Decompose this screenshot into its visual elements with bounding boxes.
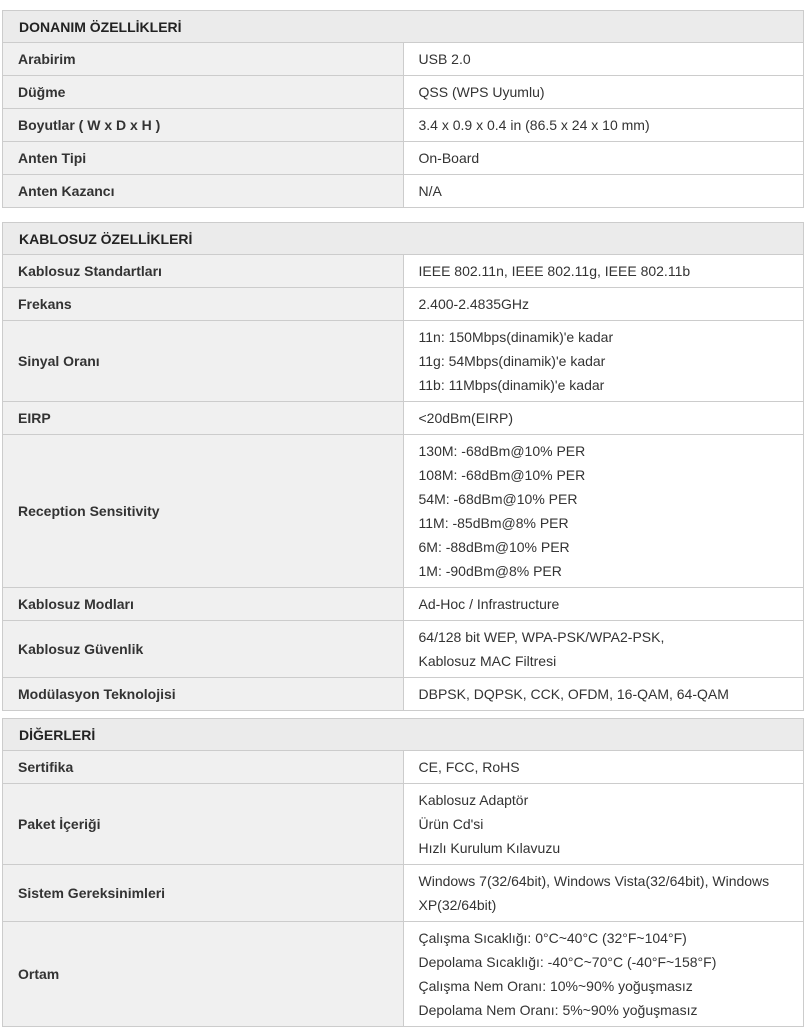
spec-label: Kablosuz Modları <box>3 588 404 621</box>
spec-label: Ortam <box>3 922 404 1027</box>
spec-value-line: 130M: -68dBm@10% PER <box>418 443 586 459</box>
spec-label: Boyutlar ( W x D x H ) <box>3 109 404 142</box>
spec-row <box>3 175 804 208</box>
spec-value-line: 6M: -88dBm@10% PER <box>418 539 570 555</box>
spec-value-line: Ürün Cd'si <box>418 816 484 832</box>
spec-value <box>403 321 804 402</box>
spec-value-line: Ad-Hoc / Infrastructure <box>418 596 560 612</box>
spec-row <box>3 288 804 321</box>
spec-row <box>3 751 804 784</box>
spec-value-line: Kablosuz Adaptör <box>418 792 529 808</box>
spec-value-line: 54M: -68dBm@10% PER <box>418 491 578 507</box>
spec-label: Arabirim <box>3 43 404 76</box>
spec-value-line: On-Board <box>418 150 480 166</box>
spec-row <box>3 402 804 435</box>
spec-row <box>3 142 804 175</box>
spec-value <box>403 784 804 865</box>
other-specs-table <box>2 718 804 1027</box>
spec-label: Kablosuz Standartları <box>3 255 404 288</box>
spec-value <box>403 402 804 435</box>
spec-value-line: 2.400-2.4835GHz <box>418 296 530 312</box>
spec-row <box>3 43 804 76</box>
spec-value-line: Hızlı Kurulum Kılavuzu <box>418 840 561 856</box>
spec-value-line: 1M: -90dBm@8% PER <box>418 563 562 579</box>
spec-row <box>3 255 804 288</box>
spec-value-line: Depolama Nem Oranı: 5%~90% yoğuşmasız <box>418 1002 698 1018</box>
spec-row <box>3 865 804 922</box>
spec-value-line: 64/128 bit WEP, WPA-PSK/WPA2-PSK, <box>418 629 665 645</box>
spec-row <box>3 76 804 109</box>
spec-row <box>3 678 804 711</box>
spec-label: Modülasyon Teknolojisi <box>3 678 404 711</box>
spec-row <box>3 621 804 678</box>
spec-label: Paket İçeriği <box>3 784 404 865</box>
spec-value <box>403 255 804 288</box>
spec-label: Sinyal Oranı <box>3 321 404 402</box>
wireless-specs-table <box>2 222 804 711</box>
spec-value-line: CE, FCC, RoHS <box>418 759 520 775</box>
spec-value <box>403 621 804 678</box>
spec-row <box>3 109 804 142</box>
spec-label: Frekans <box>3 288 404 321</box>
spec-label: Anten Kazancı <box>3 175 404 208</box>
spec-value-line: 11n: 150Mbps(dinamik)'e kadar <box>418 329 614 345</box>
spec-value <box>403 678 804 711</box>
spec-value <box>403 142 804 175</box>
spec-value-line: 3.4 x 0.9 x 0.4 in (86.5 x 24 x 10 mm) <box>418 117 650 133</box>
section-title: KABLOSUZ ÖZELLİKLERİ <box>3 223 804 255</box>
section-title: DONANIM ÖZELLİKLERİ <box>3 11 804 43</box>
spec-value <box>403 76 804 109</box>
spec-row <box>3 588 804 621</box>
spec-value <box>403 588 804 621</box>
spec-value <box>403 865 804 922</box>
spec-value-line: IEEE 802.11n, IEEE 802.11g, IEEE 802.11b <box>418 263 691 279</box>
spec-value <box>403 288 804 321</box>
spec-value-line: QSS (WPS Uyumlu) <box>418 84 545 100</box>
spec-value-line: 11g: 54Mbps(dinamik)'e kadar <box>418 353 606 369</box>
hardware-specs-table <box>2 10 804 208</box>
spec-value <box>403 43 804 76</box>
spec-value-line: <20dBm(EIRP) <box>418 410 514 426</box>
spec-label: Düğme <box>3 76 404 109</box>
spec-value-line: DBPSK, DQPSK, CCK, OFDM, 16-QAM, 64-QAM <box>418 686 729 702</box>
section-title: DİĞERLERİ <box>3 719 804 751</box>
spec-value-line: Windows 7(32/64bit), Windows Vista(32/64bit), Windows XP(32/64bit) <box>418 873 770 913</box>
spec-value-line: 11M: -85dBm@8% PER <box>418 515 569 531</box>
spec-value <box>403 751 804 784</box>
spec-label: Anten Tipi <box>3 142 404 175</box>
spec-row <box>3 922 804 1027</box>
spec-value-line: 11b: 11Mbps(dinamik)'e kadar <box>418 377 605 393</box>
spec-value-line: USB 2.0 <box>418 51 471 67</box>
spec-value <box>403 435 804 588</box>
spec-value-line: Çalışma Nem Oranı: 10%~90% yoğuşmasız <box>418 978 693 994</box>
spec-row <box>3 321 804 402</box>
spec-value-line: N/A <box>418 183 442 199</box>
spec-value-line: Depolama Sıcaklığı: -40°C~70°C (-40°F~158°F) <box>418 954 717 970</box>
spec-row <box>3 784 804 865</box>
spec-value <box>403 175 804 208</box>
spec-label: EIRP <box>3 402 404 435</box>
spec-label: Sistem Gereksinimleri <box>3 865 404 922</box>
spec-value <box>403 922 804 1027</box>
spec-label: Sertifika <box>3 751 404 784</box>
spec-value-line: Çalışma Sıcaklığı: 0°C~40°C (32°F~104°F) <box>418 930 687 946</box>
spec-row <box>3 435 804 588</box>
spec-value <box>403 109 804 142</box>
spec-value-line: Kablosuz MAC Filtresi <box>418 653 557 669</box>
spec-value-line: 108M: -68dBm@10% PER <box>418 467 586 483</box>
spec-label: Kablosuz Güvenlik <box>3 621 404 678</box>
spec-label: Reception Sensitivity <box>3 435 404 588</box>
